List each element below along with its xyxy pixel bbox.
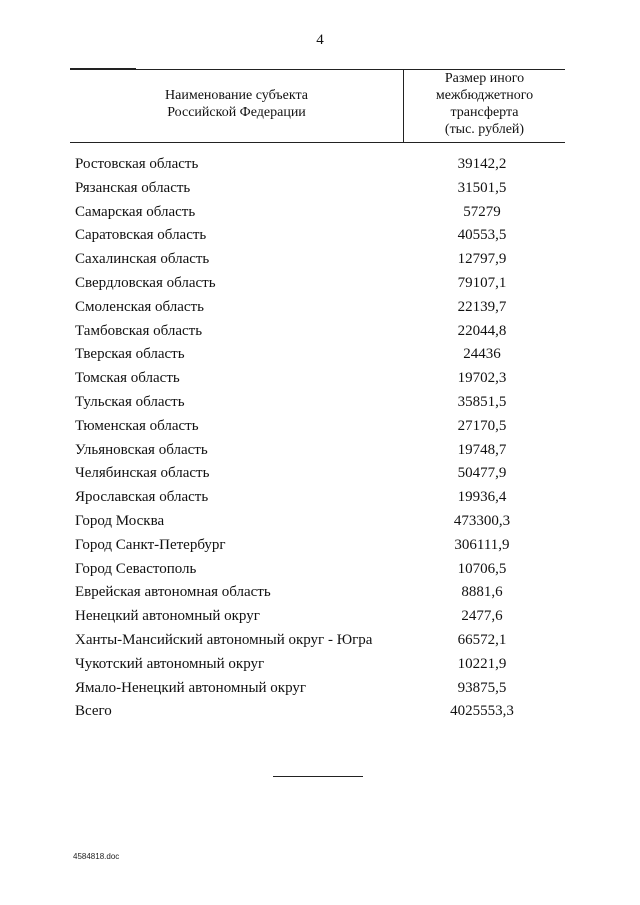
table-row [75,558,565,582]
transfer-amount: 19936,4 [457,489,507,506]
subject-name: Ненецкий автономный округ [75,608,260,625]
transfer-amount: 24436 [463,346,501,363]
page-number: 4 [316,32,324,48]
table-row [75,296,565,320]
table-row [75,510,565,534]
subject-name: Ростовская область [75,156,199,172]
column-header-amount [404,70,565,138]
column-header-amount-line: Размер иного [444,71,525,86]
table-row [75,700,565,724]
subject-name: Челябинская область [75,465,210,482]
subject-name: Ярославская область [75,489,209,506]
transfer-amount: 27170,5 [457,417,507,434]
table-row [75,486,565,510]
subject-name: Ханты-Мансийский автономный округ - Югра [75,631,373,648]
table-body [75,153,565,724]
transfer-amount: 39142,2 [457,156,507,172]
table-row [75,343,565,367]
table-row [75,534,565,558]
subject-name: Свердловская область [75,274,216,291]
subject-name: Томская область [75,370,180,387]
table-row [75,415,565,439]
table-row [75,320,565,344]
transfer-amount: 50477,9 [457,465,507,482]
table-row [75,201,565,225]
subject-name: Саратовская область [75,227,207,244]
transfer-amount: 40553,5 [457,227,507,244]
transfer-amount: 4025553,3 [450,703,514,720]
transfer-amount: 10221,9 [457,655,507,672]
transfer-amount: 22139,7 [457,298,507,315]
table-row [75,629,565,653]
table-row [75,677,565,701]
transfer-amount: 10706,5 [457,560,507,577]
table-row [75,605,565,629]
subject-name: Всего [75,703,112,720]
subject-name: Ульяновская область [75,441,208,458]
table-row [75,272,565,296]
transfer-amount: 35851,5 [457,393,507,410]
transfer-amount: 473300,3 [453,512,511,529]
subject-name: Город Москва [75,512,165,529]
table-row [75,581,565,605]
column-header-amount-line: трансферта [450,105,519,120]
subject-name: Сахалинская область [75,251,210,268]
subject-name: Тульская область [75,393,185,410]
subject-name: Тверская область [75,346,185,363]
transfer-amount: 66572,1 [457,631,507,648]
transfer-amount: 19748,7 [457,441,507,458]
subject-name: Еврейская автономная область [75,584,271,601]
subject-name: Рязанская область [75,179,191,196]
subject-name: Город Севастополь [75,560,197,577]
table-row [75,224,565,248]
table-row [75,439,565,463]
column-header-subject-line: Наименование субъекта [165,88,308,103]
transfer-amount: 19702,3 [457,370,507,387]
subject-name: Город Санкт-Петербург [75,536,226,553]
column-header-subject [70,87,403,121]
subject-name: Ямало-Ненецкий автономный округ [75,679,307,696]
end-of-table-rule [273,776,363,777]
table-row [75,153,565,177]
transfer-amount: 31501,5 [457,179,507,196]
transfer-amount: 8881,6 [461,584,503,601]
table-row [75,248,565,272]
document-code: 4584818.doc [73,852,120,861]
table-header-bottom-rule [70,142,565,143]
table-row [75,391,565,415]
transfer-amount: 79107,1 [457,274,507,291]
transfer-amount: 22044,8 [457,322,507,339]
transfer-amount: 12797,9 [457,251,507,268]
subject-name: Тюменская область [75,417,199,434]
subject-name: Тамбовская область [75,322,203,339]
transfer-amount: 2477,6 [461,608,503,625]
subject-name: Самарская область [75,203,196,220]
subject-name: Смоленская область [75,298,204,315]
transfer-amount: 306111,9 [454,536,510,553]
column-header-amount-line: межбюджетного [435,88,534,103]
table-row [75,367,565,391]
table-row [75,462,565,486]
subject-name: Чукотский автономный округ [75,655,265,672]
table-row [75,177,565,201]
column-header-amount-line: (тыс. рублей) [444,122,525,137]
transfer-amount: 57279 [463,203,501,220]
table-row [75,653,565,677]
transfer-amount: 93875,5 [457,679,507,696]
column-header-subject-line: Российской Федерации [167,105,306,120]
